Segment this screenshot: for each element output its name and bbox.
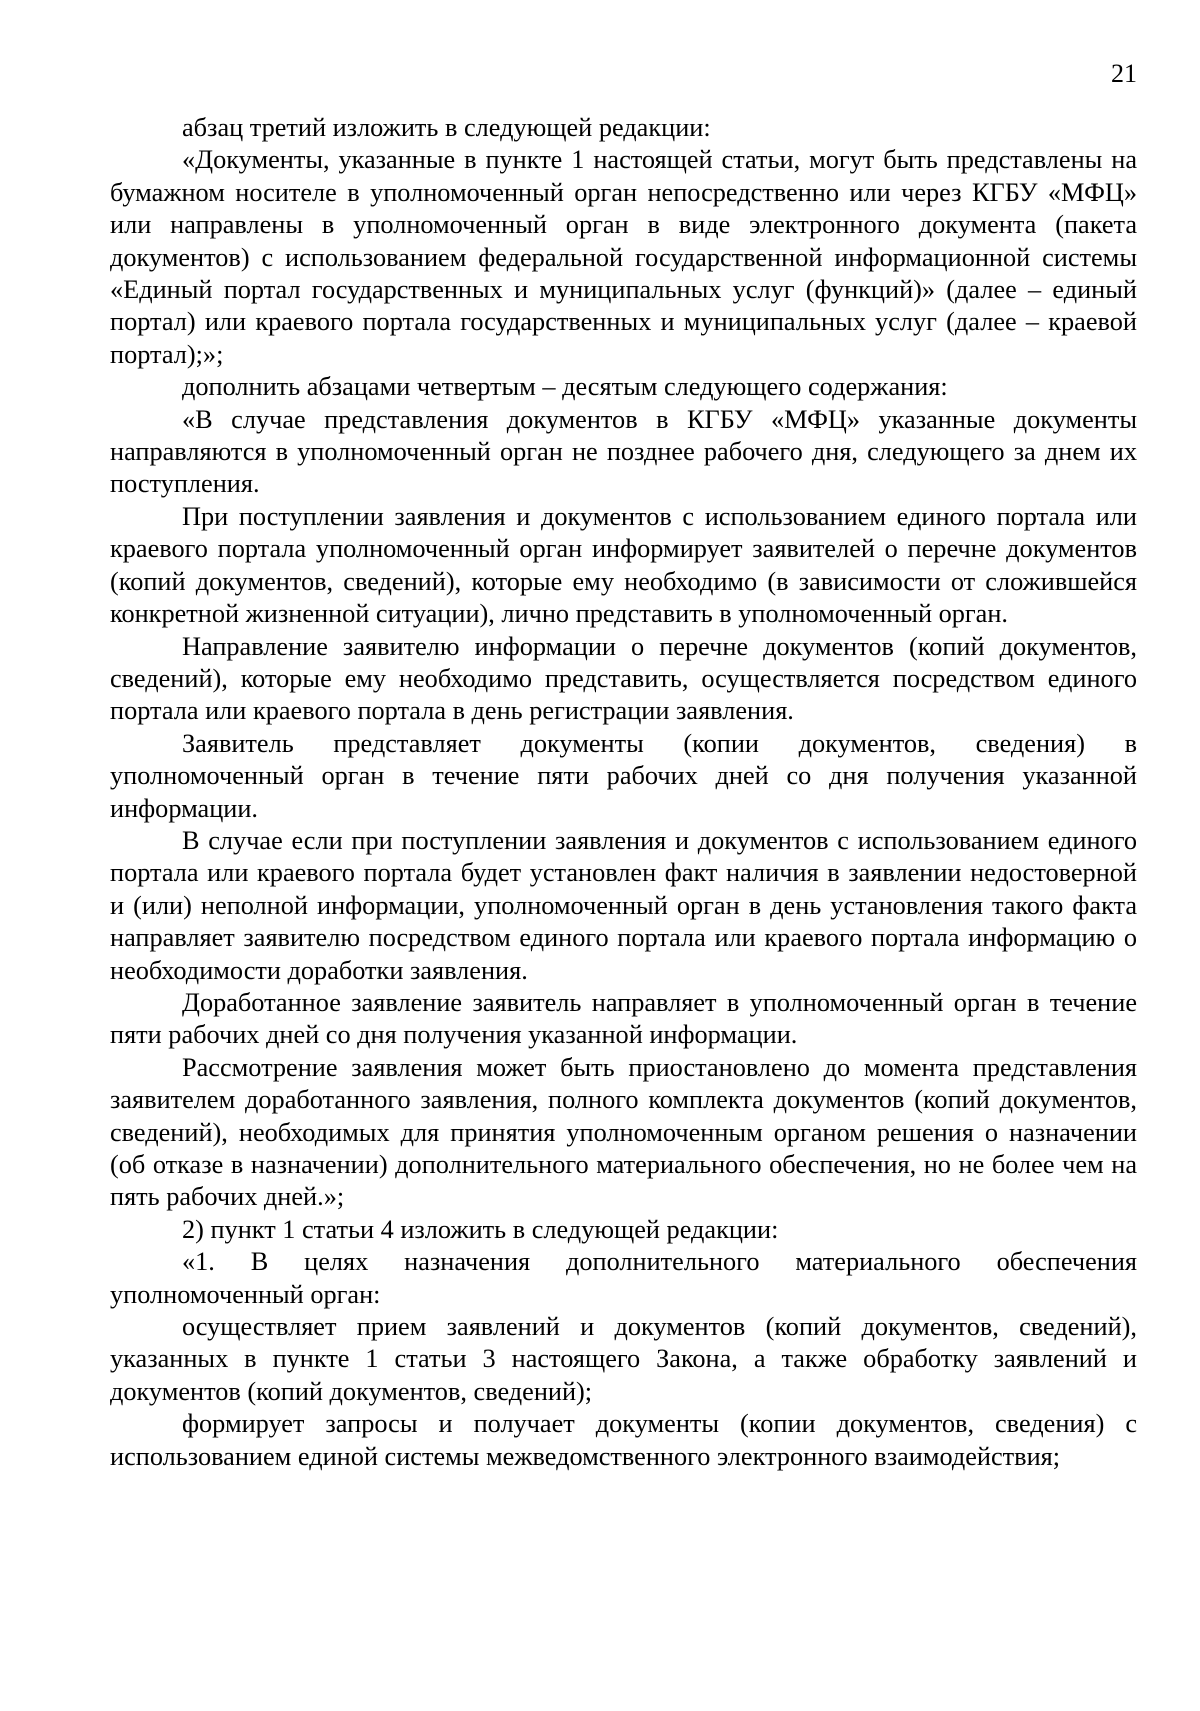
paragraph: «Документы, указанные в пункте 1 настоящей статьи, могут быть представлены на бумажном носителе в уполномоченный орган непосредственно или через КГБУ «МФЦ» или направлены в уполномоченный орган в виде электронного документа (пакета документов) с использованием федеральной государственной информационной системы «Единый портал государственных и муниципальных услуг (функций)» (далее – единый портал) или краевого портала государственных и муниципальных услуг (далее – краевой портал);»; <box>110 145 1137 369</box>
paragraph: «В случае представления документов в КГБУ «МФЦ» указанные документы направляются в уполномоченный орган не позднее рабочего дня, следующего за днем их поступления. <box>110 404 1137 499</box>
paragraph: Направление заявителю информации о перечне документов (копий документов, сведений), которые ему необходимо представить, осуществляется посредством единого портала или краевого портала в день регистрации заявления. <box>110 631 1137 726</box>
paragraph: осуществляет прием заявлений и документов (копий документов, сведений), указанных в пункте 1 статьи 3 настоящего Закона, а также обработку заявлений и документов (копий документов, сведений); <box>110 1312 1137 1406</box>
paragraph: «1. В целях назначения дополнительного материального обеспечения уполномоченный орган: <box>110 1247 1137 1309</box>
paragraph: Рассмотрение заявления может быть приостановлено до момента представления заявителем доработанного заявления, полного комплекта документов (копий документов, сведений), необходимых для принятия уполномоченным органом решения о назначении (об отказе в назначении) дополнительного материального обеспечения, но не более чем на пять рабочих дней.»; <box>110 1052 1137 1212</box>
paragraph: Доработанное заявление заявитель направляет в уполномоченный орган в течение пяти рабочих дней со дня получения указанной информации. <box>110 987 1137 1050</box>
paragraph: 2) пункт 1 статьи 4 изложить в следующей редакции: <box>182 1214 779 1244</box>
paragraph: абзац третий изложить в следующей редакции: <box>182 113 711 142</box>
paragraph: При поступлении заявления и документов с использованием единого портала или краевого портала уполномоченный орган информирует заявителей о перечне документов (копий документов, сведений), которые ему необходимо (в зависимости от сложившейся конкретной жизненной ситуации), лично представить в уполномоченный орган. <box>110 501 1137 629</box>
paragraph: Заявитель представляет документы (копии документов, сведения) в уполномоченный орган в течение пяти рабочих дней со дня получения указанной информации. <box>110 728 1137 823</box>
paragraph: дополнить абзацами четвертым – десятым следующего содержания: <box>182 372 948 402</box>
paragraph: формирует запросы и получает документы (копии документов, сведения) с использованием единой системы межведомственного электронного взаимодействия; <box>110 1409 1137 1471</box>
page-number: 21 <box>1111 59 1137 88</box>
paragraph: В случае если при поступлении заявления и документов с использованием единого портала или краевого портала будет установлен факт наличия в заявлении недостоверной и (или) неполной информации, уполномоченный орган в день установления такого факта направляет заявителю посредством единого портала или краевого портала информацию о необходимости доработки заявления. <box>110 825 1137 985</box>
